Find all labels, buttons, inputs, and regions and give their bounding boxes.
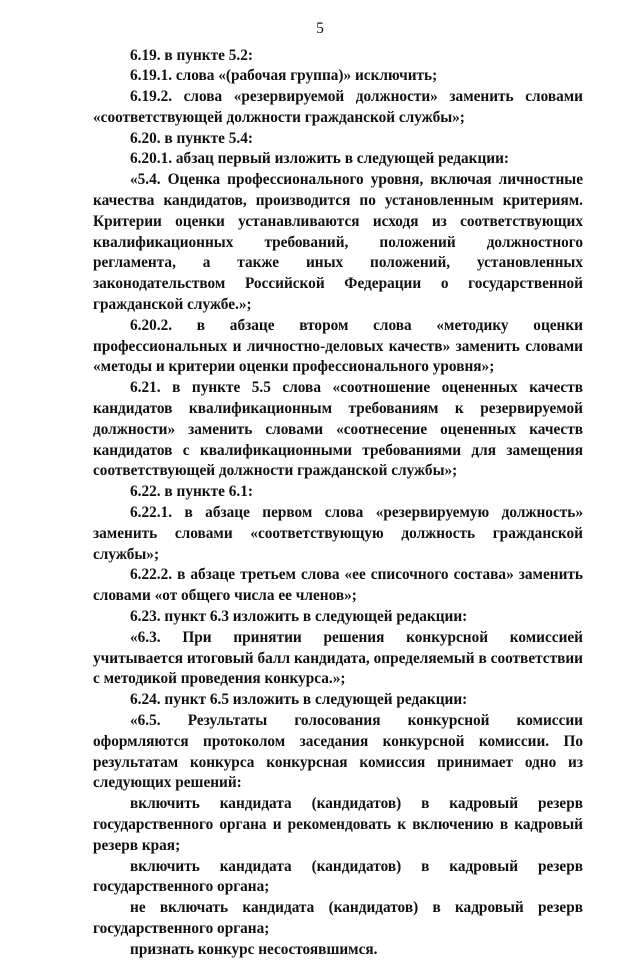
paragraph-6-20-1: 6.20.1. абзац первый изложить в следующей редакции: bbox=[130, 150, 510, 168]
document-body bbox=[93, 46, 583, 961]
paragraph-6-20-2: 6.20.2. в абзаце втором слова «методику оценки профессиональных и личностно-деловых качеств» заменить словами «методы и критерии оценки профессионального уровня»; bbox=[93, 316, 583, 376]
paragraph-quote-5-4: «5.4. Оценка профессионального уровня, включая личностные качества кандидатов, производится по установленным критериям. Критерии оценки устанавливаются исходя из соответствующих квалификационных требований, положений должностного регламента, а также иных положений, установленных законодательством Российской Федерации о государственной гражданской службе.»; bbox=[93, 171, 583, 314]
paragraph-6-23: 6.23. пункт 6.3 изложить в следующей редакции: bbox=[130, 608, 468, 626]
list-item-not-include: не включать кандидата (кандидатов) в кадровый резерв государственного органа; bbox=[93, 899, 583, 937]
paragraph-6-21: 6.21. в пункте 5.5 слова «соотношение оцененных качеств кандидатов квалификационным требованиям к резервируемой должности» заменить словами «соотнесение оцененных качеств кандидатов с квалификационными требованиями для замещения соответствующей должности гражданской службы»; bbox=[93, 379, 583, 480]
paragraph-6-22-1: 6.22.1. в абзаце первом слова «резервируемую должность» заменить словами «соответствующую должность гражданской службы»; bbox=[93, 504, 583, 563]
paragraph-6-22-2: 6.22.2. в абзаце третьем слова «ее списочного состава» заменить словами «от общего числа ее членов»; bbox=[93, 566, 583, 605]
paragraph-6-19-2: 6.19.2. слова «резервируемой должности» заменить словами «соответствующей должности гражданской службы»; bbox=[93, 88, 583, 126]
paragraph-6-19-1: 6.19.1. слова «(рабочая группа)» исключить; bbox=[130, 67, 438, 85]
paragraph-6-20: 6.20. в пункте 5.4: bbox=[130, 129, 253, 147]
list-item-void-competition: признать конкурс несостоявшимся. bbox=[130, 940, 378, 958]
paragraph-6-24: 6.24. пункт 6.5 изложить в следующей редакции: bbox=[130, 691, 468, 709]
paragraph-quote-6-3: «6.3. При принятии решения конкурсной комиссией учитывается итоговый балл кандидата, определяемый в соответствии с методикой проведения конкурса.»; bbox=[93, 628, 583, 688]
page-number: 5 bbox=[316, 20, 324, 37]
list-item-include-and-recommend: включить кандидата (кандидатов) в кадровый резерв государственного органа и рекомендовать к включению в кадровый резерв края; bbox=[93, 795, 583, 854]
paragraph-6-22: 6.22. в пункте 6.1: bbox=[130, 483, 253, 501]
paragraph-6-19: 6.19. в пункте 5.2: bbox=[130, 46, 253, 64]
list-item-include: включить кандидата (кандидатов) в кадровый резерв государственного органа; bbox=[93, 857, 583, 896]
paragraph-quote-6-5: «6.5. Результаты голосования конкурсной комиссии оформляются протоколом заседания конкурсной комиссии. По результатам конкурса конкурсная комиссия принимает одно из следующих решений: bbox=[93, 712, 583, 792]
